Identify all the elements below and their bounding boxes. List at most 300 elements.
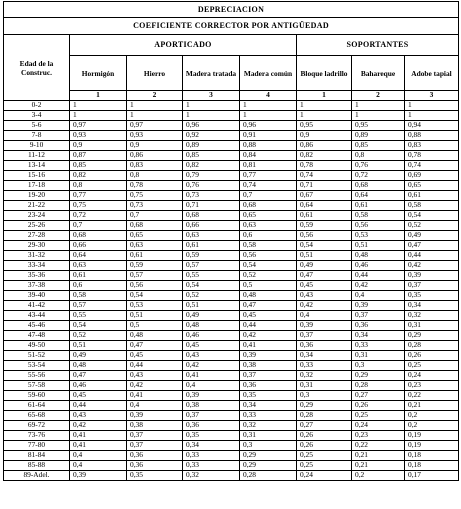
- coefficient-cell: 0,49: [405, 231, 459, 241]
- coefficient-cell: 0,5: [240, 281, 297, 291]
- coefficient-cell: 0,65: [240, 211, 297, 221]
- coefficient-cell: 0,95: [352, 121, 405, 131]
- coefficient-cell: 0,48: [70, 361, 127, 371]
- coefficient-cell: 0,75: [127, 191, 183, 201]
- coefficient-cell: 0,37: [405, 281, 459, 291]
- coefficient-cell: 0,7: [240, 191, 297, 201]
- coefficient-cell: 0,57: [183, 261, 240, 271]
- group-header-soportantes: SOPORTANTES: [297, 35, 459, 56]
- coefficient-cell: 0,19: [405, 441, 459, 451]
- table-row: [4, 311, 459, 321]
- column-header-madera-comun: Madera común: [240, 56, 297, 91]
- coefficient-cell: 0,53: [352, 231, 405, 241]
- age-cell: 5-6: [4, 121, 70, 131]
- coefficient-cell: 0,34: [352, 331, 405, 341]
- coefficient-cell: 0,65: [127, 231, 183, 241]
- age-cell: 39-40: [4, 291, 70, 301]
- coefficient-cell: 0,34: [183, 441, 240, 451]
- coefficient-cell: 0,73: [183, 191, 240, 201]
- coefficient-cell: 1: [127, 101, 183, 111]
- column-number: 4: [240, 91, 297, 101]
- coefficient-cell: 0,47: [127, 341, 183, 351]
- age-cell: 31-32: [4, 251, 70, 261]
- coefficient-cell: 0,9: [297, 131, 352, 141]
- coefficient-cell: 0,52: [70, 331, 127, 341]
- coefficient-cell: 1: [240, 101, 297, 111]
- age-cell: 21-22: [4, 201, 70, 211]
- coefficient-cell: 0,85: [70, 161, 127, 171]
- coefficient-cell: 0,35: [405, 291, 459, 301]
- coefficient-cell: 0,97: [70, 121, 127, 131]
- coefficient-cell: 0,72: [70, 211, 127, 221]
- coefficient-cell: 0,4: [70, 451, 127, 461]
- table-row: [4, 161, 459, 171]
- coefficient-cell: 0,42: [127, 381, 183, 391]
- table-row: [4, 151, 459, 161]
- table-row: [4, 331, 459, 341]
- table-row: [4, 451, 459, 461]
- table-body: [4, 101, 459, 481]
- coefficient-cell: 0,28: [297, 411, 352, 421]
- coefficient-cell: 0,43: [183, 351, 240, 361]
- coefficient-cell: 0,74: [405, 161, 459, 171]
- coefficient-cell: 0,66: [70, 241, 127, 251]
- coefficient-cell: 0,61: [352, 201, 405, 211]
- coefficient-cell: 0,29: [405, 331, 459, 341]
- age-cell: 35-36: [4, 271, 70, 281]
- coefficient-cell: 0,44: [127, 361, 183, 371]
- coefficient-cell: 1: [297, 101, 352, 111]
- coefficient-cell: 0,77: [70, 191, 127, 201]
- coefficient-cell: 0,42: [405, 261, 459, 271]
- coefficient-cell: 0,54: [297, 241, 352, 251]
- coefficient-cell: 0,57: [70, 301, 127, 311]
- coefficient-cell: 0,36: [183, 421, 240, 431]
- coefficient-cell: 0,8: [352, 151, 405, 161]
- coefficient-cell: 0,18: [405, 461, 459, 471]
- coefficient-cell: 0,32: [240, 421, 297, 431]
- column-number: 3: [183, 91, 240, 101]
- coefficient-cell: 0,47: [405, 241, 459, 251]
- coefficient-cell: 0,41: [127, 391, 183, 401]
- coefficient-cell: 0,5: [127, 321, 183, 331]
- coefficient-cell: 0,51: [70, 341, 127, 351]
- coefficient-cell: 0,85: [352, 141, 405, 151]
- age-cell: 15-16: [4, 171, 70, 181]
- coefficient-cell: 0,87: [70, 151, 127, 161]
- coefficient-cell: 0,52: [240, 271, 297, 281]
- coefficient-cell: 0,55: [183, 271, 240, 281]
- coefficient-cell: 0,26: [297, 441, 352, 451]
- coefficient-cell: 0,33: [240, 411, 297, 421]
- coefficient-cell: 0,63: [183, 231, 240, 241]
- age-cell: 81-84: [4, 451, 70, 461]
- coefficient-cell: 0,4: [352, 291, 405, 301]
- coefficient-cell: 1: [352, 111, 405, 121]
- coefficient-cell: 0,71: [297, 181, 352, 191]
- coefficient-cell: 0,54: [405, 211, 459, 221]
- coefficient-cell: 0,46: [352, 261, 405, 271]
- coefficient-cell: 0,94: [405, 121, 459, 131]
- coefficient-cell: 0,42: [240, 331, 297, 341]
- coefficient-cell: 0,7: [127, 211, 183, 221]
- coefficient-cell: 0,45: [240, 311, 297, 321]
- coefficient-cell: 1: [297, 111, 352, 121]
- table-title: DEPRECIACION: [4, 2, 459, 18]
- coefficient-cell: 0,42: [297, 301, 352, 311]
- coefficient-cell: 0,39: [127, 411, 183, 421]
- coefficient-cell: 0,55: [70, 311, 127, 321]
- coefficient-cell: 0,64: [352, 191, 405, 201]
- coefficient-cell: 0,21: [352, 461, 405, 471]
- table-row: [4, 321, 459, 331]
- column-number: 1: [70, 91, 127, 101]
- coefficient-cell: 0,21: [405, 401, 459, 411]
- age-cell: 17-18: [4, 181, 70, 191]
- coefficient-cell: 0,64: [70, 251, 127, 261]
- coefficient-cell: 0,83: [405, 141, 459, 151]
- table-row: [4, 401, 459, 411]
- coefficient-cell: 0,31: [240, 431, 297, 441]
- coefficient-cell: 0,9: [70, 141, 127, 151]
- coefficient-cell: 0,79: [183, 171, 240, 181]
- coefficient-cell: 0,48: [127, 331, 183, 341]
- coefficient-cell: 0,34: [405, 301, 459, 311]
- coefficient-cell: 0,39: [240, 351, 297, 361]
- coefficient-cell: 0,92: [183, 131, 240, 141]
- coefficient-cell: 0,17: [405, 471, 459, 481]
- coefficient-cell: 0,28: [352, 381, 405, 391]
- coefficient-cell: 0,45: [127, 351, 183, 361]
- table-row: [4, 281, 459, 291]
- coefficient-cell: 0,73: [127, 201, 183, 211]
- age-cell: 57-58: [4, 381, 70, 391]
- coefficient-cell: 0,95: [297, 121, 352, 131]
- coefficient-cell: 0,22: [352, 441, 405, 451]
- coefficient-cell: 0,77: [240, 171, 297, 181]
- coefficient-cell: 0,26: [352, 401, 405, 411]
- age-cell: 69-72: [4, 421, 70, 431]
- coefficient-cell: 0,65: [405, 181, 459, 191]
- coefficient-cell: 0,61: [405, 191, 459, 201]
- coefficient-cell: 0,44: [240, 321, 297, 331]
- table-row: [4, 251, 459, 261]
- coefficient-cell: 0,74: [297, 171, 352, 181]
- coefficient-cell: 0,44: [70, 401, 127, 411]
- coefficient-cell: 1: [183, 101, 240, 111]
- coefficient-cell: 0,58: [405, 201, 459, 211]
- coefficient-cell: 0,39: [352, 301, 405, 311]
- coefficient-cell: 0,45: [297, 281, 352, 291]
- coefficient-cell: 0,56: [127, 281, 183, 291]
- coefficient-cell: 0,48: [240, 291, 297, 301]
- coefficient-cell: 0,43: [70, 411, 127, 421]
- age-cell: 89-Adel.: [4, 471, 70, 481]
- coefficient-cell: 0,82: [297, 151, 352, 161]
- coefficient-cell: 0,61: [297, 211, 352, 221]
- table-row: [4, 181, 459, 191]
- coefficient-cell: 0,41: [70, 441, 127, 451]
- coefficient-cell: 0,32: [183, 471, 240, 481]
- coefficient-cell: 0,26: [297, 431, 352, 441]
- age-cell: 0-2: [4, 101, 70, 111]
- coefficient-cell: 0,88: [240, 141, 297, 151]
- coefficient-cell: 0,49: [70, 351, 127, 361]
- coefficient-cell: 0,49: [183, 311, 240, 321]
- coefficient-cell: 0,71: [183, 201, 240, 211]
- coefficient-cell: 0,26: [405, 351, 459, 361]
- coefficient-cell: 0,58: [70, 291, 127, 301]
- depreciation-table: [3, 1, 459, 481]
- coefficient-cell: 0,24: [297, 471, 352, 481]
- coefficient-cell: 1: [405, 101, 459, 111]
- table-row: [4, 141, 459, 151]
- column-header-adobe-tapial: Adobe tapial: [405, 56, 459, 91]
- coefficient-cell: 0,25: [297, 451, 352, 461]
- coefficient-cell: 0,51: [183, 301, 240, 311]
- age-cell: 7-8: [4, 131, 70, 141]
- coefficient-cell: 0,31: [405, 321, 459, 331]
- coefficient-cell: 0,86: [127, 151, 183, 161]
- age-cell: 43-44: [4, 311, 70, 321]
- age-cell: 49-50: [4, 341, 70, 351]
- coefficient-cell: 0,54: [70, 321, 127, 331]
- table-row: [4, 101, 459, 111]
- coefficient-cell: 0,78: [127, 181, 183, 191]
- coefficient-cell: 1: [127, 111, 183, 121]
- coefficient-cell: 0,93: [127, 131, 183, 141]
- table-row: [4, 231, 459, 241]
- coefficient-cell: 0,97: [127, 121, 183, 131]
- coefficient-cell: 0,9: [127, 141, 183, 151]
- table-row: [4, 411, 459, 421]
- age-column-header: Edad de la Construc.: [4, 35, 70, 101]
- coefficient-cell: 0,23: [352, 431, 405, 441]
- coefficient-cell: 0,37: [127, 441, 183, 451]
- table-row: [4, 111, 459, 121]
- coefficient-cell: 0,68: [70, 231, 127, 241]
- coefficient-cell: 0,76: [183, 181, 240, 191]
- coefficient-cell: 0,2: [352, 471, 405, 481]
- coefficient-cell: 0,38: [127, 421, 183, 431]
- table-row: [4, 471, 459, 481]
- table-row: [4, 351, 459, 361]
- coefficient-cell: 0,38: [240, 361, 297, 371]
- coefficient-cell: 0,54: [127, 291, 183, 301]
- coefficient-cell: 0,3: [240, 441, 297, 451]
- table-row: [4, 291, 459, 301]
- coefficient-cell: 0,35: [240, 391, 297, 401]
- coefficient-cell: 0,36: [127, 451, 183, 461]
- table-row: [4, 261, 459, 271]
- coefficient-cell: 0,27: [297, 421, 352, 431]
- coefficient-cell: 0,8: [70, 181, 127, 191]
- age-cell: 11-12: [4, 151, 70, 161]
- age-cell: 23-24: [4, 211, 70, 221]
- age-cell: 85-88: [4, 461, 70, 471]
- coefficient-cell: 0,39: [70, 471, 127, 481]
- table-row: [4, 121, 459, 131]
- coefficient-cell: 1: [352, 101, 405, 111]
- coefficient-cell: 0,69: [405, 171, 459, 181]
- coefficient-cell: 0,59: [297, 221, 352, 231]
- coefficient-cell: 0,76: [352, 161, 405, 171]
- coefficient-cell: 0,41: [183, 371, 240, 381]
- coefficient-cell: 0,52: [183, 291, 240, 301]
- age-cell: 33-34: [4, 261, 70, 271]
- age-cell: 65-68: [4, 411, 70, 421]
- age-cell: 41-42: [4, 301, 70, 311]
- table-row: [4, 221, 459, 231]
- coefficient-cell: 0,75: [70, 201, 127, 211]
- coefficient-cell: 0,21: [352, 451, 405, 461]
- coefficient-cell: 0,4: [127, 401, 183, 411]
- coefficient-cell: 0,68: [183, 211, 240, 221]
- coefficient-cell: 0,2: [405, 411, 459, 421]
- coefficient-cell: 0,7: [70, 221, 127, 231]
- coefficient-cell: 0,58: [352, 211, 405, 221]
- coefficient-cell: 0,59: [127, 261, 183, 271]
- coefficient-cell: 0,86: [297, 141, 352, 151]
- coefficient-cell: 0,88: [405, 131, 459, 141]
- coefficient-cell: 0,52: [405, 221, 459, 231]
- coefficient-cell: 0,36: [352, 321, 405, 331]
- coefficient-cell: 0,83: [127, 161, 183, 171]
- coefficient-cell: 0,63: [70, 261, 127, 271]
- coefficient-cell: 1: [183, 111, 240, 121]
- coefficient-cell: 0,37: [183, 411, 240, 421]
- coefficient-cell: 0,46: [70, 381, 127, 391]
- coefficient-cell: 0,24: [352, 421, 405, 431]
- coefficient-cell: 0,93: [70, 131, 127, 141]
- column-header-hormigon: Hormigón: [70, 56, 127, 91]
- coefficient-cell: 0,67: [297, 191, 352, 201]
- coefficient-cell: 0,44: [405, 251, 459, 261]
- age-cell: 9-10: [4, 141, 70, 151]
- coefficient-cell: 0,28: [405, 341, 459, 351]
- coefficient-cell: 0,3: [352, 361, 405, 371]
- coefficient-cell: 0,63: [240, 221, 297, 231]
- column-header-bahareque: Bahareque: [352, 56, 405, 91]
- table-row: [4, 461, 459, 471]
- coefficient-cell: 0,51: [297, 251, 352, 261]
- coefficient-cell: 0,43: [297, 291, 352, 301]
- coefficient-cell: 0,3: [297, 391, 352, 401]
- coefficient-cell: 0,33: [183, 461, 240, 471]
- coefficient-cell: 0,37: [297, 331, 352, 341]
- table-row: [4, 131, 459, 141]
- age-cell: 3-4: [4, 111, 70, 121]
- coefficient-cell: 0,49: [297, 261, 352, 271]
- coefficient-cell: 0,34: [297, 351, 352, 361]
- coefficient-cell: 0,61: [127, 251, 183, 261]
- coefficient-cell: 0,4: [297, 311, 352, 321]
- coefficient-cell: 0,41: [70, 431, 127, 441]
- coefficient-cell: 0,48: [352, 251, 405, 261]
- coefficient-cell: 0,82: [70, 171, 127, 181]
- age-cell: 47-48: [4, 331, 70, 341]
- coefficient-cell: 0,72: [352, 171, 405, 181]
- coefficient-cell: 0,89: [352, 131, 405, 141]
- coefficient-cell: 0,66: [183, 221, 240, 231]
- coefficient-cell: 0,39: [297, 321, 352, 331]
- coefficient-cell: 0,54: [183, 281, 240, 291]
- coefficient-cell: 0,33: [183, 451, 240, 461]
- age-cell: 45-46: [4, 321, 70, 331]
- coefficient-cell: 0,48: [183, 321, 240, 331]
- coefficient-cell: 1: [70, 101, 127, 111]
- coefficient-cell: 0,22: [405, 391, 459, 401]
- coefficient-cell: 0,96: [183, 121, 240, 131]
- coefficient-cell: 0,91: [240, 131, 297, 141]
- coefficient-cell: 0,36: [240, 381, 297, 391]
- coefficient-cell: 0,43: [127, 371, 183, 381]
- coefficient-cell: 0,25: [405, 361, 459, 371]
- coefficient-cell: 0,8: [127, 171, 183, 181]
- coefficient-cell: 0,36: [297, 341, 352, 351]
- column-header-hierro: Hierro: [127, 56, 183, 91]
- column-number: 3: [405, 91, 459, 101]
- coefficient-cell: 0,2: [405, 421, 459, 431]
- coefficient-cell: 0,51: [352, 241, 405, 251]
- table-row: [4, 171, 459, 181]
- coefficient-cell: 0,29: [240, 451, 297, 461]
- column-header-madera-tratada: Madera tratada: [183, 56, 240, 91]
- coefficient-cell: 1: [240, 111, 297, 121]
- coefficient-cell: 0,61: [183, 241, 240, 251]
- coefficient-cell: 0,36: [127, 461, 183, 471]
- coefficient-cell: 0,56: [352, 221, 405, 231]
- age-cell: 53-54: [4, 361, 70, 371]
- coefficient-cell: 0,32: [405, 311, 459, 321]
- coefficient-cell: 0,33: [297, 361, 352, 371]
- coefficient-cell: 0,31: [352, 351, 405, 361]
- age-cell: 59-60: [4, 391, 70, 401]
- coefficient-cell: 0,78: [297, 161, 352, 171]
- coefficient-cell: 1: [405, 111, 459, 121]
- coefficient-cell: 0,41: [240, 341, 297, 351]
- coefficient-cell: 0,6: [240, 231, 297, 241]
- coefficient-cell: 0,42: [70, 421, 127, 431]
- coefficient-cell: 0,29: [240, 461, 297, 471]
- age-cell: 73-76: [4, 431, 70, 441]
- coefficient-cell: 0,35: [183, 431, 240, 441]
- table-row: [4, 381, 459, 391]
- coefficient-cell: 0,18: [405, 451, 459, 461]
- coefficient-cell: 0,37: [240, 371, 297, 381]
- coefficient-cell: 0,82: [183, 161, 240, 171]
- table-row: [4, 371, 459, 381]
- coefficient-cell: 0,68: [352, 181, 405, 191]
- age-cell: 29-30: [4, 241, 70, 251]
- coefficient-cell: 0,38: [183, 401, 240, 411]
- column-number: 2: [127, 91, 183, 101]
- coefficient-cell: 0,37: [127, 431, 183, 441]
- age-cell: 13-14: [4, 161, 70, 171]
- coefficient-cell: 0,25: [352, 411, 405, 421]
- coefficient-cell: 0,96: [240, 121, 297, 131]
- coefficient-cell: 0,29: [297, 401, 352, 411]
- coefficient-cell: 0,42: [183, 361, 240, 371]
- coefficient-cell: 0,35: [127, 471, 183, 481]
- table-row: [4, 431, 459, 441]
- coefficient-cell: 0,56: [297, 231, 352, 241]
- coefficient-cell: 0,29: [352, 371, 405, 381]
- coefficient-cell: 1: [70, 111, 127, 121]
- coefficient-cell: 0,63: [127, 241, 183, 251]
- coefficient-cell: 0,32: [297, 371, 352, 381]
- coefficient-cell: 0,31: [297, 381, 352, 391]
